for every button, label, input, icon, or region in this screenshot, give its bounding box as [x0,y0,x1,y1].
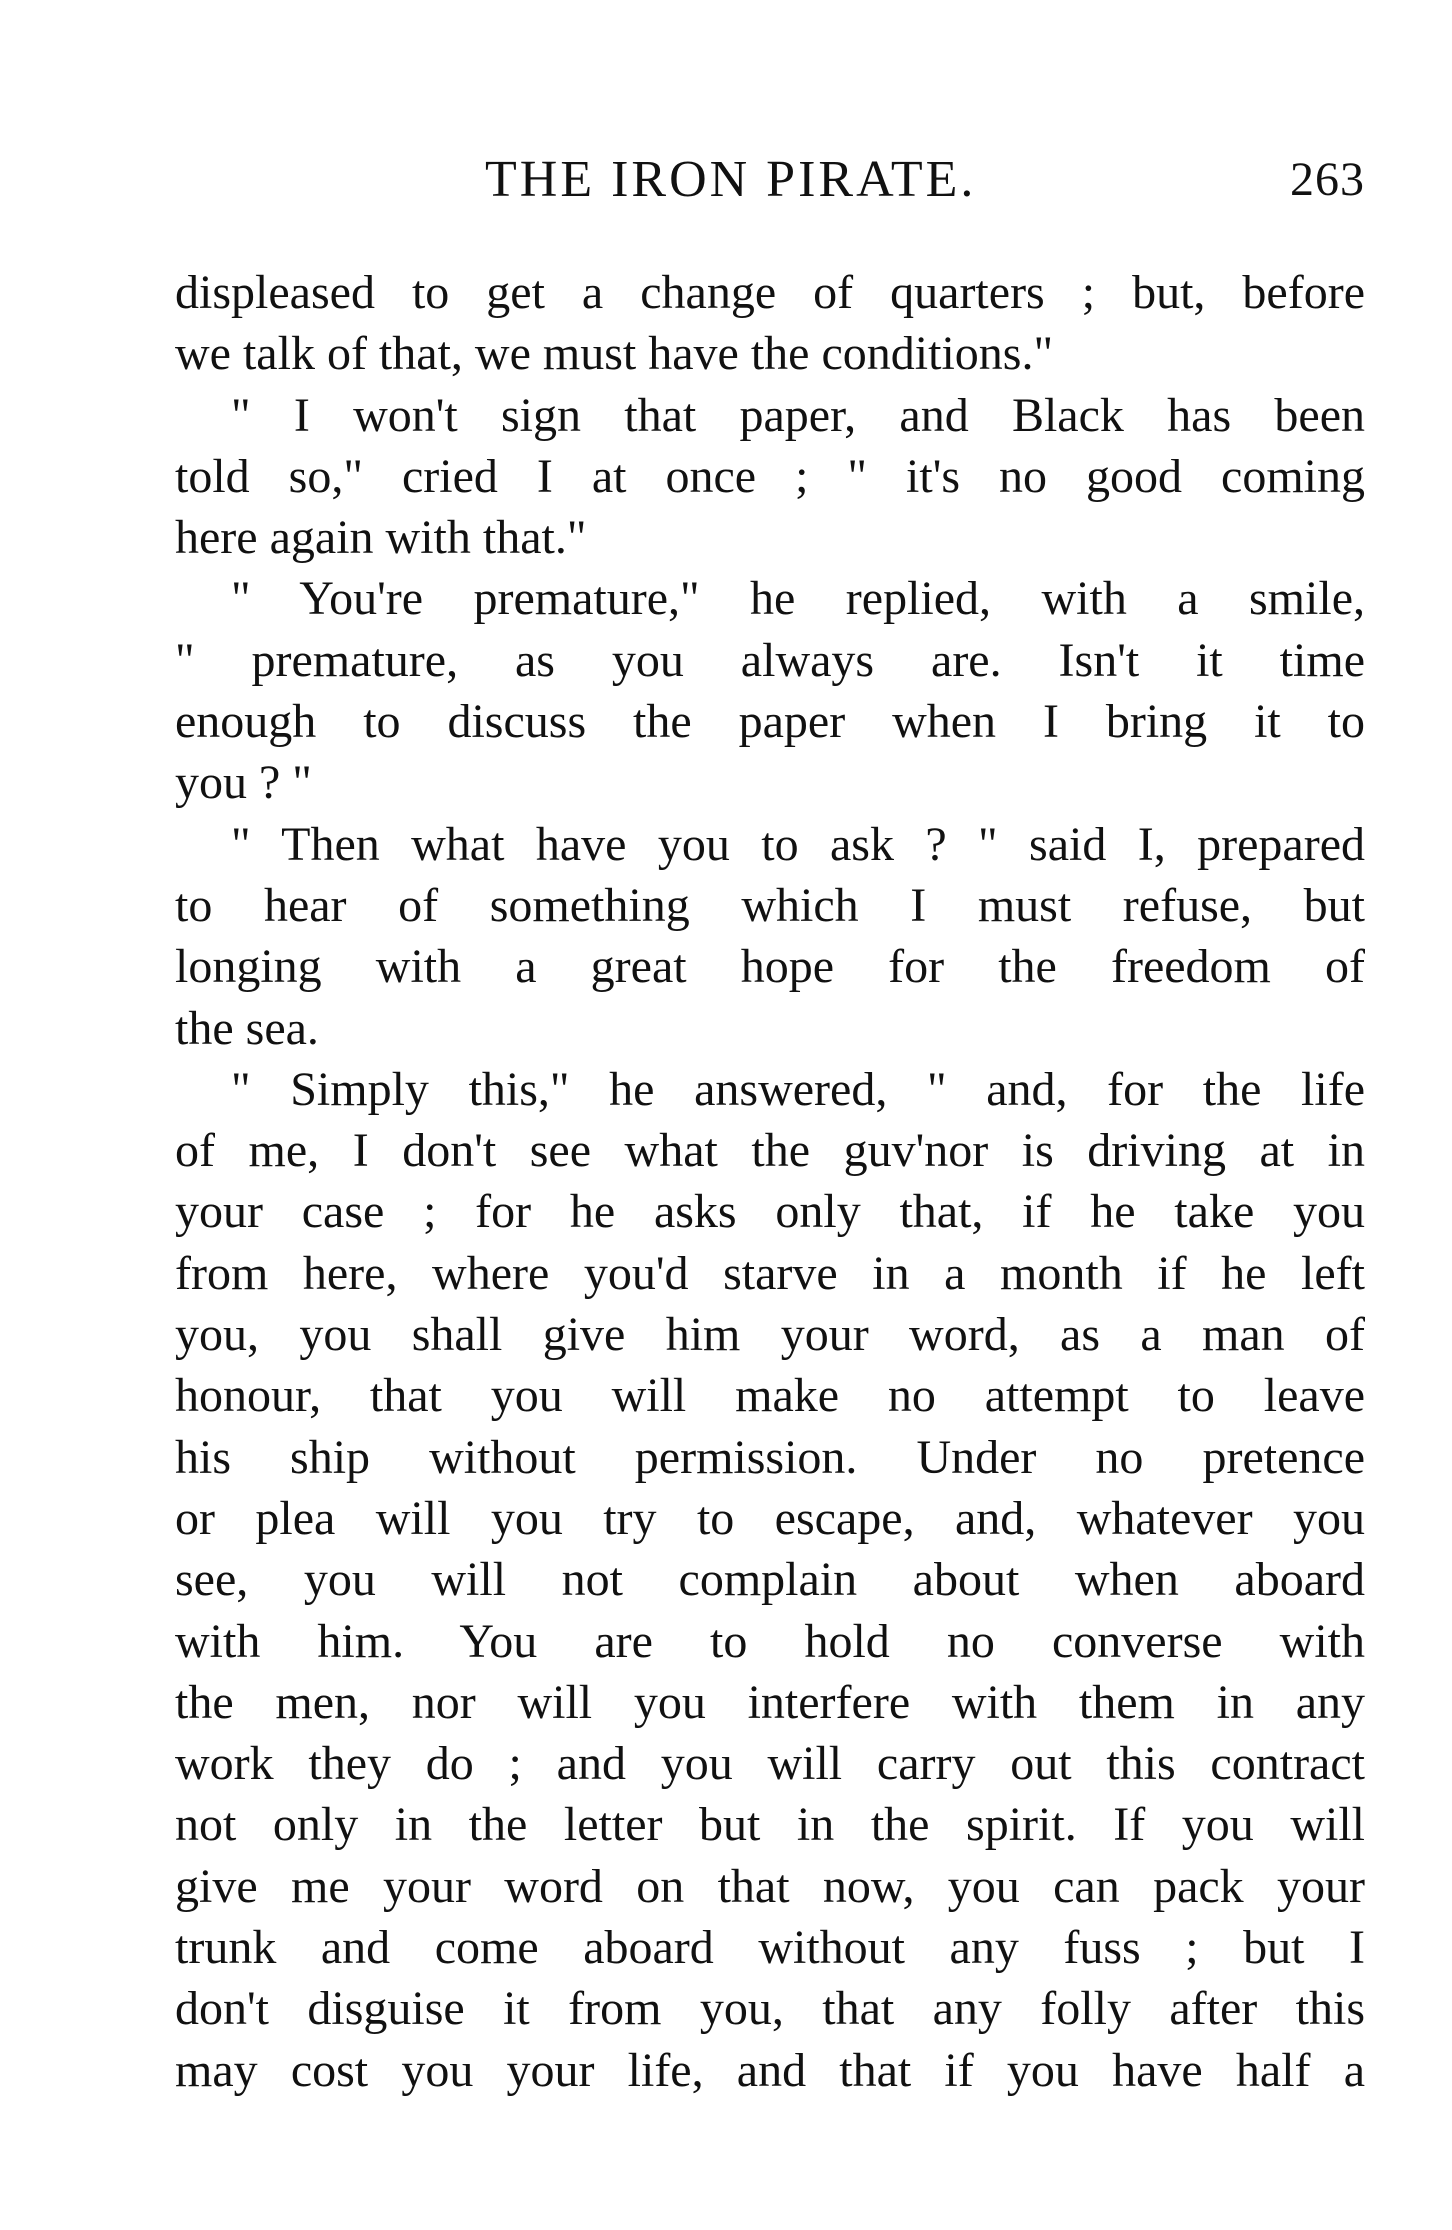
text-line: you ? " [175,756,312,810]
text-line: the men, nor will you interfere with them in any [175,1675,1365,1729]
running-title: THE IRON PIRATE. [485,151,977,208]
running-header [175,150,1365,220]
body-text [175,262,1365,2101]
text-line: longing with a great hope for the freedom of [175,940,1365,994]
text-line: the sea. [175,1001,319,1055]
text-line: with him. You are to hold no converse with [175,1614,1365,1668]
text-line: trunk and come aboard without any fuss ; but I [175,1921,1365,1975]
text-line: you, you shall give him your word, as a man of [175,1308,1365,1362]
text-line: work they do ; and you will carry out this contract [175,1737,1365,1791]
text-line: to hear of something which I must refuse, but [175,878,1365,932]
text-line: of me, I don't see what the guv'nor is driving at in [175,1124,1365,1178]
text-line: his ship without permission. Under no pretence [175,1430,1365,1484]
text-line: not only in the letter but in the spirit. If you will [175,1798,1365,1852]
text-line: we talk of that, we must have the conditions." [175,327,1054,381]
paragraph-first-line: " I won't sign that paper, and Black has been [231,388,1365,442]
text-line: may cost you your life, and that if you have half a [175,2043,1365,2097]
text-line: or plea will you try to escape, and, whatever you [175,1491,1365,1545]
paragraph-first-line: " Simply this," he answered, " and, for the life [231,1062,1365,1116]
paragraph-first-line: " Then what have you to ask ? " said I, prepared [231,817,1365,871]
paragraph-first-line: " You're premature," he replied, with a smile, [231,572,1365,626]
text-line: " premature, as you always are. Isn't it time [175,633,1365,687]
text-line: don't disguise it from you, that any folly after this [175,1982,1365,2036]
text-line: here again with that." [175,511,587,565]
page-number: 263 [1290,153,1365,206]
text-line: your case ; for he asks only that, if he take you [175,1185,1365,1239]
text-line: see, you will not complain about when aboard [175,1553,1365,1607]
text-line: give me your word on that now, you can pack your [175,1859,1365,1913]
text-line: from here, where you'd starve in a month if he left [175,1246,1365,1300]
text-line: enough to discuss the paper when I bring it to [175,695,1365,749]
text-line: honour, that you will make no attempt to leave [175,1369,1365,1423]
text-line: told so," cried I at once ; " it's no good coming [175,449,1365,503]
text-line: displeased to get a change of quarters ; but, before [175,266,1365,319]
